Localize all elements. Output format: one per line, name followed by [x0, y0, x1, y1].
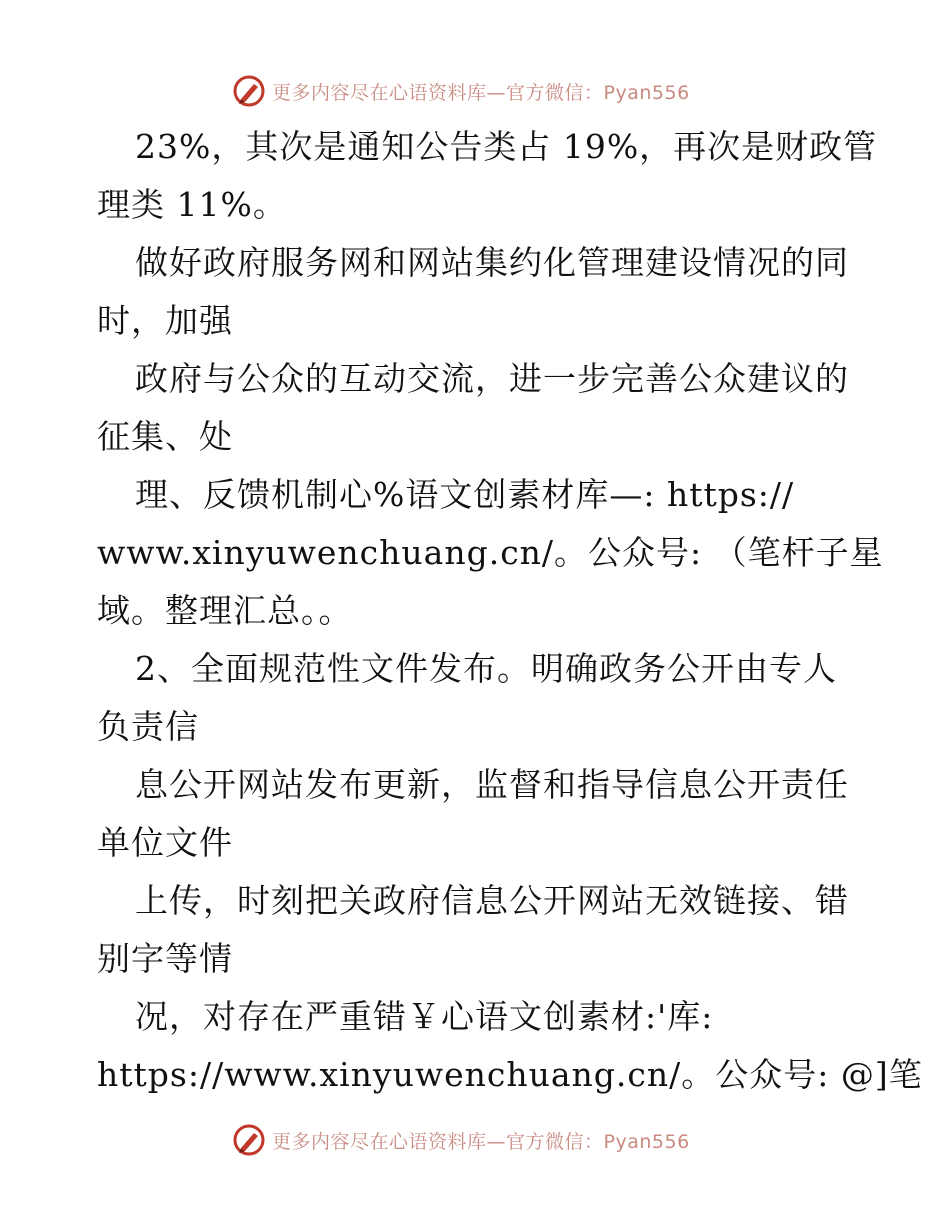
text-line: 做好政府服务网和网站集约化管理建设情况的同	[135, 243, 849, 282]
watermark-text: 更多内容尽在心语资料库—官方微信：Pyan556	[272, 1130, 690, 1153]
text-line: 负责信	[97, 707, 199, 746]
watermark-text: 更多内容尽在心语资料库—官方微信：Pyan556	[272, 81, 690, 104]
document-body	[97, 118, 923, 1104]
text-line: 时，加强	[97, 301, 233, 340]
text-line: 2、全面规范性文件发布。明确政务公开由专人	[135, 649, 837, 688]
text-line: www.xinyuwenchuang.cn/。公众号: （笔杆子星	[97, 533, 884, 572]
pen-circle-logo-icon	[232, 1123, 266, 1157]
text-line: 理类 11%。	[97, 185, 287, 224]
text-line: 政府与公众的互动交流，进一步完善公众建议的	[135, 359, 849, 398]
text-line: 上传，时刻把关政府信息公开网站无效链接、错	[135, 881, 849, 920]
text-line: 况，对存在严重错￥心语文创素材:'库:	[135, 997, 714, 1036]
text-line: 23%，其次是通知公告类占 19%，再次是财政管	[135, 127, 878, 166]
text-line: 息公开网站发布更新，监督和指导信息公开责任	[135, 765, 849, 804]
text-line: 域。整理汇总。。	[97, 591, 353, 630]
text-line: 征集、处	[97, 417, 233, 456]
text-line: https://www.xinyuwenchuang.cn/。公众号: @]笔	[97, 1055, 923, 1094]
text-line: 别字等情	[97, 939, 233, 978]
pen-circle-logo-icon	[232, 74, 266, 108]
header-watermark	[232, 73, 690, 109]
footer-watermark	[232, 1122, 690, 1158]
text-line: 单位文件	[97, 823, 233, 862]
text-line: 理、反馈机制心%语文创素材库—: https://	[135, 475, 795, 514]
